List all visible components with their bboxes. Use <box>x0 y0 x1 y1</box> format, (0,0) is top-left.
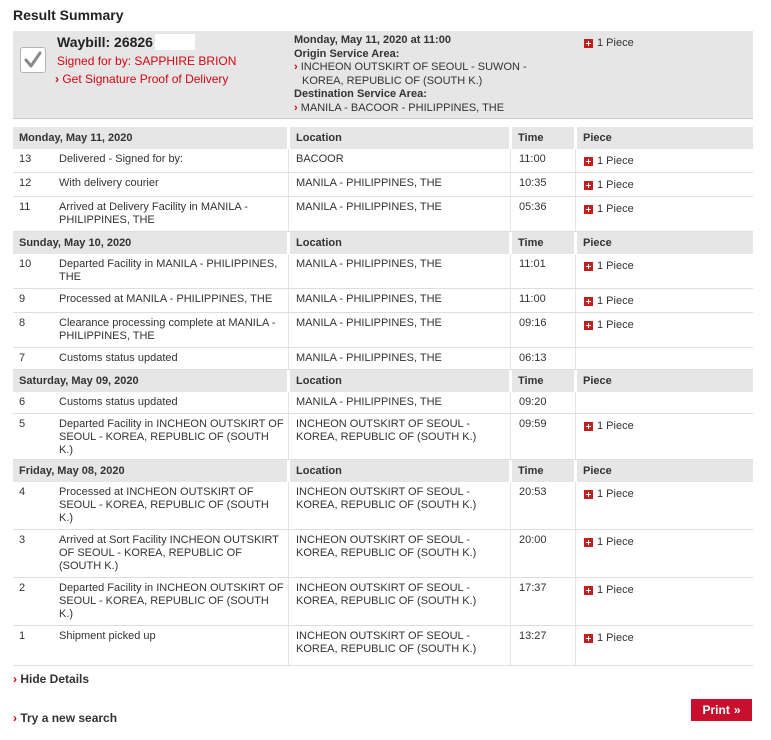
column-separator <box>288 254 289 288</box>
plus-icon <box>584 262 593 271</box>
location-column-header: Location <box>290 460 510 482</box>
plus-icon <box>584 39 593 48</box>
column-separator <box>288 414 289 459</box>
event-description: With delivery courier <box>59 177 159 189</box>
table-row <box>13 254 753 289</box>
column-separator <box>575 530 576 577</box>
event-location: MANILA - PHILIPPINES, THE <box>296 201 442 213</box>
event-description: Shipment picked up <box>59 630 156 642</box>
origin-value: › INCHEON OUTSKIRT OF SEOUL - SUWON - KOREA, REPUBLIC OF (SOUTH K.) <box>294 61 527 87</box>
event-description: Customs status updated <box>59 352 178 364</box>
plus-icon <box>584 538 593 547</box>
table-row <box>13 173 753 197</box>
event-time: 09:20 <box>519 396 547 408</box>
event-number: 7 <box>19 352 26 364</box>
piece-column-header: Piece <box>577 460 753 482</box>
column-separator <box>288 482 289 529</box>
event-time: 11:01 <box>519 258 546 270</box>
column-separator <box>510 392 511 413</box>
column-separator <box>510 173 511 196</box>
event-number: 3 <box>19 534 26 546</box>
event-piece[interactable]: 1 Piece <box>584 260 634 275</box>
event-time: 20:53 <box>519 486 547 498</box>
event-location: MANILA - PHILIPPINES, THE <box>296 177 442 189</box>
piece-column-header: Piece <box>577 370 753 392</box>
time-column-header: Time <box>512 460 574 482</box>
event-piece[interactable]: 1 Piece <box>584 319 634 334</box>
date-header <box>13 232 753 254</box>
event-location: BACOOR <box>296 153 344 165</box>
chevron-right-icon: › <box>13 711 21 725</box>
date-label: Friday, May 08, 2020 <box>13 460 287 482</box>
column-separator <box>510 197 511 231</box>
event-description: Departed Facility in INCHEON OUTSKIRT OF SEOUL - KOREA, REPUBLIC OF (SOUTH K.) <box>59 418 284 456</box>
column-separator <box>575 482 576 529</box>
signature-proof-link[interactable]: › Get Signature Proof of Delivery <box>55 72 229 86</box>
event-time: 09:16 <box>519 317 547 329</box>
event-number: 9 <box>19 293 26 305</box>
event-piece[interactable]: 1 Piece <box>584 488 634 503</box>
date-label: Sunday, May 10, 2020 <box>13 232 287 254</box>
shipment-events-table <box>13 127 753 666</box>
event-time: 09:59 <box>519 418 547 430</box>
summary-pieces[interactable]: 1 Piece <box>584 37 634 51</box>
column-separator <box>575 626 576 665</box>
check-icon <box>20 47 46 73</box>
event-location: MANILA - PHILIPPINES, THE <box>296 258 442 270</box>
event-description: Processed at MANILA - PHILIPPINES, THE <box>59 293 273 305</box>
event-piece[interactable]: 1 Piece <box>584 632 634 647</box>
event-number: 1 <box>19 630 26 642</box>
event-number: 4 <box>19 486 26 498</box>
plus-icon <box>584 422 593 431</box>
column-separator <box>288 578 289 625</box>
event-piece[interactable]: 1 Piece <box>584 155 634 170</box>
column-separator <box>510 254 511 288</box>
location-column-header: Location <box>290 370 510 392</box>
column-separator <box>288 173 289 196</box>
column-separator <box>288 149 289 172</box>
print-button[interactable]: Print » <box>691 699 752 721</box>
hide-details-link[interactable]: › Hide Details <box>13 672 90 686</box>
table-row <box>13 197 753 232</box>
delivery-datetime: Monday, May 11, 2020 at 11:00 <box>294 34 451 46</box>
event-piece[interactable]: 1 Piece <box>584 536 634 551</box>
event-time: 13:27 <box>519 630 547 642</box>
event-piece[interactable]: 1 Piece <box>584 584 634 599</box>
plus-icon <box>584 586 593 595</box>
location-column-header: Location <box>290 232 510 254</box>
event-description: Customs status updated <box>59 396 178 408</box>
time-column-header: Time <box>512 127 574 149</box>
waybill-number: Waybill: 26826 <box>57 34 195 50</box>
event-piece[interactable]: 1 Piece <box>584 203 634 218</box>
column-separator <box>510 149 511 172</box>
column-separator <box>575 578 576 625</box>
event-time: 05:36 <box>519 201 547 213</box>
event-description: Processed at INCHEON OUTSKIRT OF SEOUL - KOREA, REPUBLIC OF (SOUTH K.) <box>59 486 269 524</box>
chevron-right-icon: › <box>13 672 21 686</box>
event-piece[interactable]: 1 Piece <box>584 179 634 194</box>
double-chevron-right-icon: » <box>733 703 741 717</box>
table-row <box>13 414 753 460</box>
event-location: INCHEON OUTSKIRT OF SEOUL - KOREA, REPUBLIC OF (SOUTH K.) <box>296 418 477 443</box>
date-header <box>13 370 753 392</box>
column-separator <box>575 254 576 288</box>
event-description: Delivered - Signed for by: <box>59 153 184 165</box>
column-separator <box>510 530 511 577</box>
event-description: Departed Facility in INCHEON OUTSKIRT OF SEOUL - KOREA, REPUBLIC OF (SOUTH K.) <box>59 582 284 620</box>
date-header <box>13 460 753 482</box>
result-summary-panel <box>13 31 753 119</box>
plus-icon <box>584 321 593 330</box>
event-time: 10:35 <box>519 177 547 189</box>
table-row <box>13 392 753 414</box>
column-separator <box>288 392 289 413</box>
table-row <box>13 149 753 173</box>
destination-value: › MANILA - BACOOR - PHILIPPINES, THE <box>294 101 505 114</box>
chevron-right-icon: › <box>294 61 301 73</box>
time-column-header: Time <box>512 370 574 392</box>
column-separator <box>510 414 511 459</box>
plus-icon <box>584 181 593 190</box>
event-location: INCHEON OUTSKIRT OF SEOUL - KOREA, REPUBLIC OF (SOUTH K.) <box>296 630 477 655</box>
table-row <box>13 530 753 578</box>
event-location: INCHEON OUTSKIRT OF SEOUL - KOREA, REPUBLIC OF (SOUTH K.) <box>296 582 477 607</box>
plus-icon <box>584 157 593 166</box>
time-column-header: Time <box>512 232 574 254</box>
origin-label: Origin Service Area: <box>294 47 400 60</box>
plus-icon <box>584 634 593 643</box>
column-separator <box>575 197 576 231</box>
event-number: 5 <box>19 418 26 430</box>
event-piece[interactable]: 1 Piece <box>584 420 634 435</box>
column-separator <box>510 348 511 369</box>
event-number: 11 <box>19 201 31 213</box>
column-separator <box>288 348 289 369</box>
page-title: Result Summary <box>13 7 124 23</box>
chevron-right-icon: › <box>55 72 63 86</box>
piece-column-header: Piece <box>577 232 753 254</box>
column-separator <box>575 414 576 459</box>
column-separator <box>510 289 511 312</box>
event-location: INCHEON OUTSKIRT OF SEOUL - KOREA, REPUBLIC OF (SOUTH K.) <box>296 534 477 559</box>
event-location: MANILA - PHILIPPINES, THE <box>296 293 442 305</box>
table-row <box>13 578 753 626</box>
event-number: 13 <box>19 153 32 165</box>
event-time: 11:00 <box>519 153 546 165</box>
redacted-block <box>155 34 195 50</box>
column-separator <box>510 482 511 529</box>
column-separator <box>288 530 289 577</box>
column-separator <box>575 173 576 196</box>
event-description: Clearance processing complete at MANILA - PHILIPPINES, THE <box>59 317 276 342</box>
new-search-link[interactable]: › Try a new search <box>13 711 118 725</box>
column-separator <box>288 197 289 231</box>
table-row <box>13 313 753 348</box>
service-area-info <box>294 34 554 115</box>
event-number: 10 <box>19 258 32 270</box>
event-piece[interactable]: 1 Piece <box>584 295 634 310</box>
column-separator <box>288 313 289 347</box>
column-separator <box>288 289 289 312</box>
location-column-header: Location <box>290 127 510 149</box>
column-separator <box>575 289 576 312</box>
column-separator <box>510 626 511 665</box>
event-number: 8 <box>19 317 26 329</box>
plus-icon <box>584 297 593 306</box>
event-location: MANILA - PHILIPPINES, THE <box>296 396 442 408</box>
event-number: 12 <box>19 177 32 189</box>
plus-icon <box>584 490 593 499</box>
chevron-right-icon: › <box>294 101 301 114</box>
plus-icon <box>584 205 593 214</box>
table-row <box>13 482 753 530</box>
column-separator <box>288 626 289 665</box>
destination-label: Destination Service Area: <box>294 88 427 100</box>
table-row <box>13 289 753 313</box>
event-description: Departed Facility in MANILA - PHILIPPINES, THE <box>59 258 278 283</box>
date-label: Monday, May 11, 2020 <box>13 127 287 149</box>
date-label: Saturday, May 09, 2020 <box>13 370 287 392</box>
event-location: MANILA - PHILIPPINES, THE <box>296 317 442 329</box>
event-time: 11:00 <box>519 293 546 305</box>
event-time: 06:13 <box>519 352 547 364</box>
column-separator <box>575 149 576 172</box>
signed-for-by: Signed for by: SAPPHIRE BRION <box>57 54 237 68</box>
date-header <box>13 127 753 149</box>
column-separator <box>575 392 576 413</box>
column-separator <box>575 348 576 369</box>
event-description: Arrived at Sort Facility INCHEON OUTSKIRT OF SEOUL - KOREA, REPUBLIC OF (SOUTH K.) <box>59 534 279 572</box>
event-location: INCHEON OUTSKIRT OF SEOUL - KOREA, REPUBLIC OF (SOUTH K.) <box>296 486 477 511</box>
column-separator <box>510 313 511 347</box>
piece-column-header: Piece <box>577 127 753 149</box>
event-location: MANILA - PHILIPPINES, THE <box>296 352 442 364</box>
column-separator <box>510 578 511 625</box>
table-row <box>13 348 753 370</box>
event-number: 2 <box>19 582 26 594</box>
event-description: Arrived at Delivery Facility in MANILA - PHILIPPINES, THE <box>59 201 248 226</box>
table-row <box>13 626 753 666</box>
column-separator <box>575 313 576 347</box>
event-time: 20:00 <box>519 534 547 546</box>
event-time: 17:37 <box>519 582 547 594</box>
event-number: 6 <box>19 396 26 408</box>
